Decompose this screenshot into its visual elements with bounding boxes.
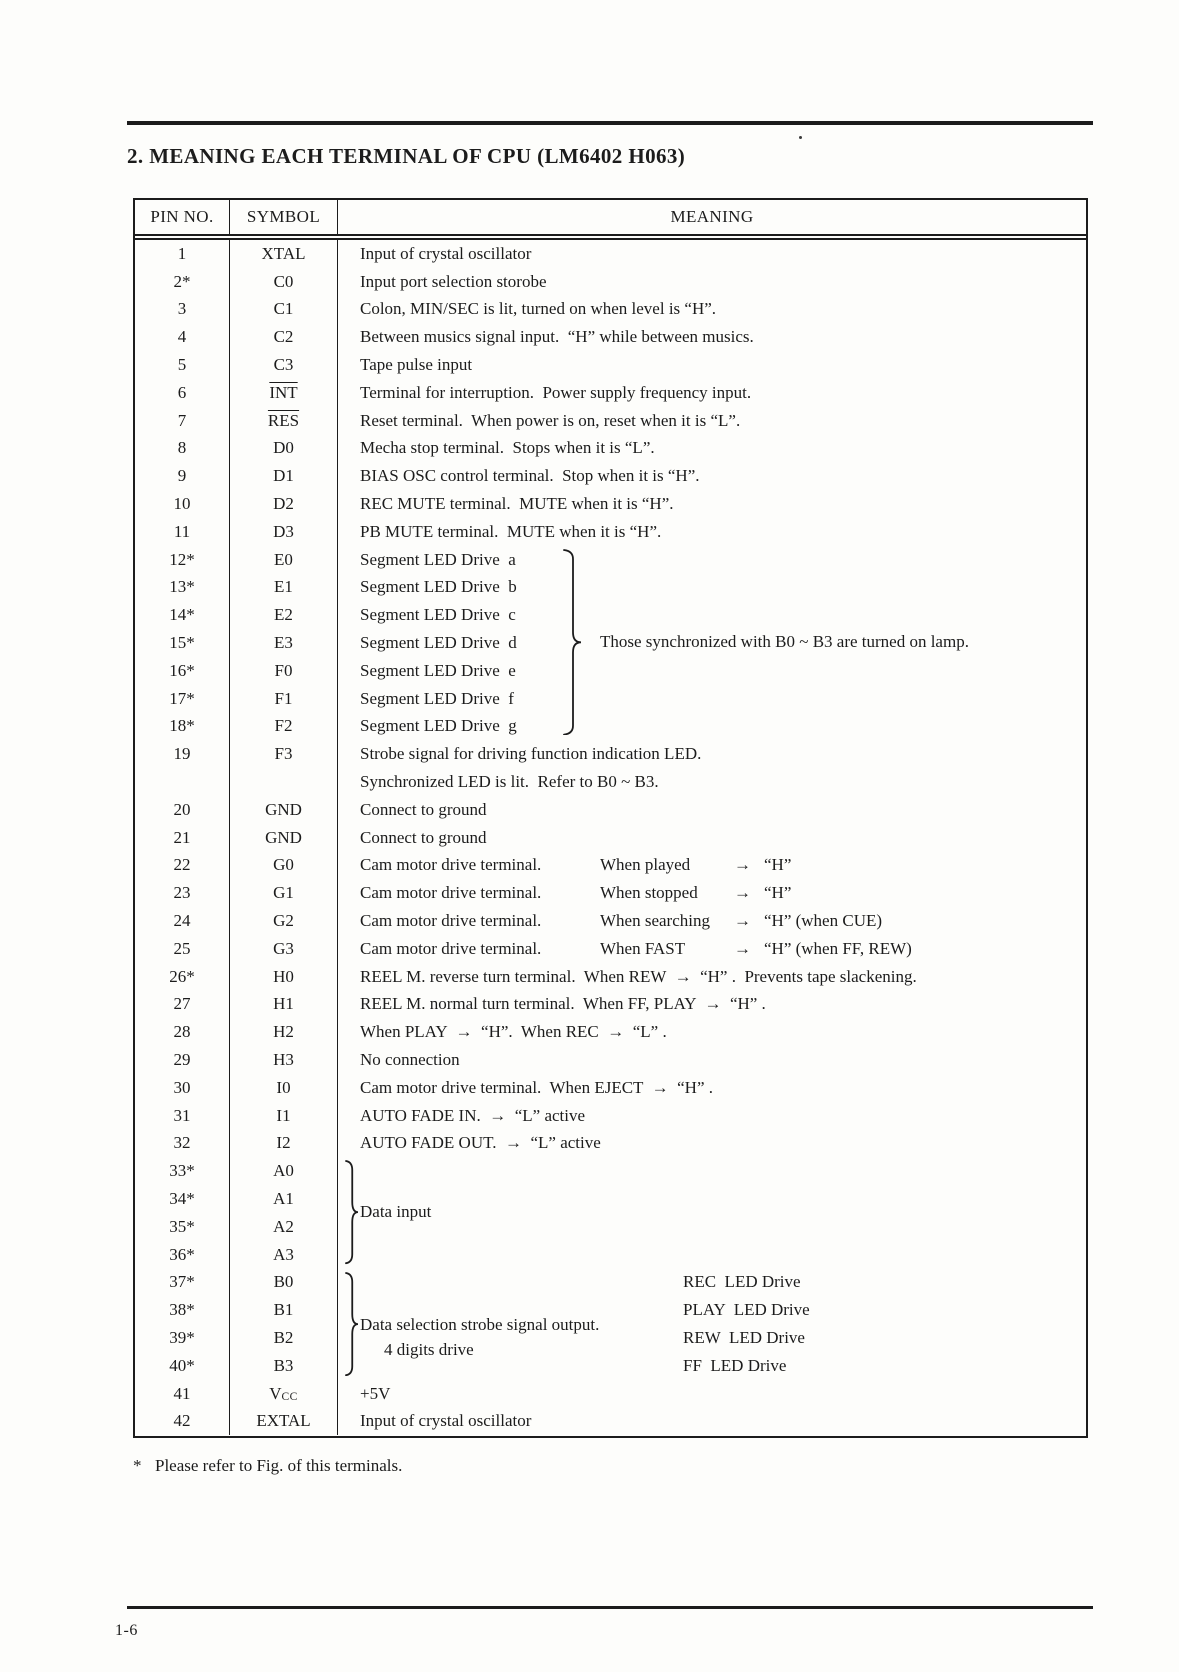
pin-symbol-cell: G0 xyxy=(230,852,338,880)
table-row xyxy=(135,601,1086,629)
pin-symbol-cell: B2 xyxy=(230,1324,338,1352)
pin-symbol-cell: F3 xyxy=(230,740,338,768)
led-drive-label: REC LED Drive xyxy=(683,1272,801,1292)
meaning-text: AUTO FADE OUT. → “L” active xyxy=(360,1133,601,1153)
meaning-text: Reset terminal. When power is on, reset when it is “L”. xyxy=(360,410,741,430)
meaning-cell xyxy=(338,268,1086,296)
table-row xyxy=(135,879,1086,907)
pin-number-cell: 41 xyxy=(135,1380,230,1408)
pin-symbol-cell: H2 xyxy=(230,1018,338,1046)
pin-terminal-table xyxy=(133,198,1088,1438)
pin-symbol-cell: I0 xyxy=(230,1074,338,1102)
table-body xyxy=(135,240,1086,1436)
meaning-cell xyxy=(338,1380,1086,1408)
table-header-row xyxy=(135,200,1086,240)
pin-number-cell: 19 xyxy=(135,740,230,768)
meaning-cell xyxy=(338,1130,1086,1158)
meaning-text: Mecha stop terminal. Stops when it is “L”. xyxy=(360,438,655,458)
meaning-cell xyxy=(338,296,1086,324)
pin-symbol-cell: A2 xyxy=(230,1213,338,1241)
right-arrow-glyph: → xyxy=(734,911,751,931)
pin-number-cell: 14* xyxy=(135,601,230,629)
bottom-rule xyxy=(127,1606,1093,1609)
meaning-text: Synchronized LED is lit. Refer to B0 ~ B3. xyxy=(360,772,659,792)
pin-symbol-cell: B0 xyxy=(230,1268,338,1296)
pin-symbol-cell: H0 xyxy=(230,963,338,991)
table-row xyxy=(135,1157,1086,1185)
meaning-cell xyxy=(338,740,1086,768)
cam-condition-text: When stopped xyxy=(600,883,698,903)
symbol-subscript: CC xyxy=(281,1391,298,1404)
meaning-text: Tape pulse input xyxy=(360,355,473,375)
table-row xyxy=(135,1380,1086,1408)
table-row xyxy=(135,435,1086,463)
pin-number-cell: 37* xyxy=(135,1268,230,1296)
pin-symbol-cell: G1 xyxy=(230,879,338,907)
cam-result-text: “H” xyxy=(764,855,792,875)
meaning-cell xyxy=(338,1018,1086,1046)
table-row xyxy=(135,379,1086,407)
pin-number-cell: 8 xyxy=(135,435,230,463)
right-arrow-glyph: → xyxy=(734,855,751,875)
table-row xyxy=(135,490,1086,518)
pin-symbol-cell: C2 xyxy=(230,323,338,351)
pin-symbol-cell: XTAL xyxy=(230,240,338,268)
cam-condition-text: When searching xyxy=(600,911,710,931)
table-row xyxy=(135,268,1086,296)
meaning-cell xyxy=(338,879,1086,907)
pin-number-cell: 23 xyxy=(135,879,230,907)
meaning-cell xyxy=(338,1185,1086,1213)
meaning-text: +5V xyxy=(360,1383,391,1403)
table-row xyxy=(135,685,1086,713)
pin-number-cell: 1 xyxy=(135,240,230,268)
meaning-text: Input port selection storobe xyxy=(360,271,547,291)
meaning-cell xyxy=(338,963,1086,991)
pin-symbol-cell: GND xyxy=(230,824,338,852)
column-header-symbol: SYMBOL xyxy=(230,200,338,234)
meaning-cell xyxy=(338,351,1086,379)
pin-symbol-cell: G3 xyxy=(230,935,338,963)
table-row xyxy=(135,713,1086,741)
meaning-text: Segment LED Drive e xyxy=(360,660,516,680)
pin-number-cell: 32 xyxy=(135,1130,230,1158)
meaning-text: Segment LED Drive c xyxy=(360,605,516,625)
pin-number-cell: 11 xyxy=(135,518,230,546)
cam-condition-text: When FAST xyxy=(600,938,686,958)
table-row xyxy=(135,991,1086,1019)
footnote-asterisk: * xyxy=(133,1456,142,1475)
led-drive-label: REW LED Drive xyxy=(683,1327,805,1347)
page-title: 2. MEANING EACH TERMINAL OF CPU (LM6402 H063) xyxy=(127,144,686,168)
pin-symbol-cell: F2 xyxy=(230,713,338,741)
meaning-text: AUTO FADE IN. → “L” active xyxy=(360,1105,586,1125)
pin-symbol-cell: D0 xyxy=(230,435,338,463)
meaning-cell xyxy=(338,768,1086,796)
meaning-cell xyxy=(338,546,1086,574)
meaning-text: Input of crystal oscillator xyxy=(360,243,532,263)
meaning-cell xyxy=(338,1407,1086,1435)
pin-symbol-cell: EXTAL xyxy=(230,1407,338,1435)
pin-number-cell: 4 xyxy=(135,323,230,351)
cam-result-text: “H” (when CUE) xyxy=(764,911,883,931)
pin-number-cell: 15* xyxy=(135,629,230,657)
meaning-cell xyxy=(338,601,1086,629)
meaning-cell xyxy=(338,1074,1086,1102)
pin-number-cell: 29 xyxy=(135,1046,230,1074)
meaning-text: Connect to ground xyxy=(360,799,487,819)
meaning-text: Connect to ground xyxy=(360,827,487,847)
cam-meaning-text: Cam motor drive terminal. xyxy=(360,855,542,875)
table-row xyxy=(135,740,1086,768)
table-row xyxy=(135,1352,1086,1380)
data-selection-line1: Data selection strobe signal output. xyxy=(360,1315,600,1335)
meaning-cell xyxy=(338,1046,1086,1074)
pin-number-cell: 42 xyxy=(135,1407,230,1435)
page-number: 1-6 xyxy=(115,1622,138,1639)
cam-meaning-text: Cam motor drive terminal. xyxy=(360,883,542,903)
pin-symbol-cell: E0 xyxy=(230,546,338,574)
meaning-text: Strobe signal for driving function indication LED. xyxy=(360,744,702,764)
cam-condition-text: When played xyxy=(600,855,691,875)
meaning-text: Between musics signal input. “H” while between musics. xyxy=(360,327,754,347)
meaning-cell xyxy=(338,991,1086,1019)
pin-number-cell: 31 xyxy=(135,1102,230,1130)
pin-symbol-cell: B1 xyxy=(230,1296,338,1324)
column-header-pin-no: PIN NO. xyxy=(135,200,230,234)
meaning-text: Segment LED Drive f xyxy=(360,688,514,708)
pin-symbol-cell: D3 xyxy=(230,518,338,546)
meaning-text: Segment LED Drive b xyxy=(360,577,517,597)
pin-symbol-cell: C0 xyxy=(230,268,338,296)
meaning-cell xyxy=(338,490,1086,518)
table-row xyxy=(135,657,1086,685)
curly-brace xyxy=(344,1272,359,1376)
pin-number-cell: 39* xyxy=(135,1324,230,1352)
pin-number-cell: 36* xyxy=(135,1241,230,1269)
pin-symbol-cell xyxy=(230,768,338,796)
pin-number-cell: 21 xyxy=(135,824,230,852)
pin-number-cell: 16* xyxy=(135,657,230,685)
meaning-cell xyxy=(338,323,1086,351)
table-row xyxy=(135,852,1086,880)
meaning-cell xyxy=(338,1213,1086,1241)
pin-symbol-cell: H3 xyxy=(230,1046,338,1074)
pin-symbol-cell xyxy=(230,379,338,407)
top-rule xyxy=(127,121,1093,125)
pin-number-cell: 5 xyxy=(135,351,230,379)
pin-number-cell: 20 xyxy=(135,796,230,824)
footnote xyxy=(133,1456,402,1476)
pin-symbol-cell: A0 xyxy=(230,1157,338,1185)
pin-number-cell: 22 xyxy=(135,852,230,880)
scan-speck xyxy=(799,136,802,139)
data-selection-line2: 4 digits drive xyxy=(384,1340,474,1360)
meaning-text: Colon, MIN/SEC is lit, turned on when level is “H”. xyxy=(360,299,717,319)
segment-group-annotation: Those synchronized with B0 ~ B3 are turned on lamp. xyxy=(600,632,969,652)
meaning-cell xyxy=(338,685,1086,713)
led-drive-label: PLAY LED Drive xyxy=(683,1300,810,1320)
column-header-meaning: MEANING xyxy=(670,207,754,226)
meaning-text: PB MUTE terminal. MUTE when it is “H”. xyxy=(360,521,662,541)
meaning-cell xyxy=(338,796,1086,824)
table-row xyxy=(135,1018,1086,1046)
led-drive-label: FF LED Drive xyxy=(683,1355,787,1375)
pin-symbol-cell: E3 xyxy=(230,629,338,657)
table-row xyxy=(135,1296,1086,1324)
table-row xyxy=(135,1074,1086,1102)
meaning-text: Segment LED Drive d xyxy=(360,633,517,653)
pin-number-cell: 13* xyxy=(135,574,230,602)
pin-number-cell: 28 xyxy=(135,1018,230,1046)
pin-number-cell: 6 xyxy=(135,379,230,407)
meaning-cell xyxy=(338,1102,1086,1130)
symbol-main: V xyxy=(269,1383,282,1403)
meaning-cell xyxy=(338,824,1086,852)
table-row xyxy=(135,963,1086,991)
meaning-cell xyxy=(338,462,1086,490)
table-row xyxy=(135,796,1086,824)
table-row xyxy=(135,240,1086,268)
footnote-text: Please refer to Fig. of this terminals. xyxy=(155,1456,403,1475)
pin-number-cell: 40* xyxy=(135,1352,230,1380)
table-row xyxy=(135,935,1086,963)
meaning-cell xyxy=(338,713,1086,741)
data-selection-group-label xyxy=(360,1312,599,1362)
pin-number-cell: 38* xyxy=(135,1296,230,1324)
meaning-text: Input of crystal oscillator xyxy=(360,1411,532,1431)
pin-symbol-cell: A3 xyxy=(230,1241,338,1269)
pin-number-cell: 25 xyxy=(135,935,230,963)
pin-number-cell: 24 xyxy=(135,907,230,935)
meaning-cell xyxy=(338,435,1086,463)
meaning-cell xyxy=(338,379,1086,407)
table-row xyxy=(135,407,1086,435)
meaning-text: REEL M. reverse turn terminal. When REW → “H” . Prevents tape slackening. xyxy=(360,966,917,986)
pin-symbol-cell xyxy=(230,1380,338,1408)
table-row xyxy=(135,1241,1086,1269)
table-row xyxy=(135,1324,1086,1352)
right-arrow-glyph: → xyxy=(734,938,751,958)
pin-number-cell: 12* xyxy=(135,546,230,574)
pin-symbol-cell: I2 xyxy=(230,1130,338,1158)
cam-meaning-text: Cam motor drive terminal. xyxy=(360,938,542,958)
cam-result-text: “H” (when FF, REW) xyxy=(764,938,912,958)
pin-symbol-cell: C1 xyxy=(230,296,338,324)
data-input-group-label: Data input xyxy=(360,1202,432,1221)
pin-number-cell: 34* xyxy=(135,1185,230,1213)
overlined-symbol: $\overline{RES}$ xyxy=(267,410,300,430)
pin-number-cell: 10 xyxy=(135,490,230,518)
table-row xyxy=(135,323,1086,351)
right-arrow-glyph: → xyxy=(734,883,751,903)
pin-number-cell xyxy=(135,768,230,796)
table-row xyxy=(135,1185,1086,1213)
meaning-cell xyxy=(338,407,1086,435)
table-row xyxy=(135,351,1086,379)
pin-symbol-cell: D2 xyxy=(230,490,338,518)
table-row xyxy=(135,907,1086,935)
pin-symbol-cell: B3 xyxy=(230,1352,338,1380)
meaning-text: Segment LED Drive a xyxy=(360,549,516,569)
meaning-cell xyxy=(338,240,1086,268)
meaning-text: No connection xyxy=(360,1050,460,1069)
meaning-cell xyxy=(338,657,1086,685)
meaning-cell xyxy=(338,574,1086,602)
table-row xyxy=(135,518,1086,546)
pin-symbol-cell: D1 xyxy=(230,462,338,490)
pin-symbol-cell: F0 xyxy=(230,657,338,685)
pin-number-cell: 33* xyxy=(135,1157,230,1185)
pin-number-cell: 27 xyxy=(135,991,230,1019)
meaning-text: REC MUTE terminal. MUTE when it is “H”. xyxy=(360,494,674,514)
meaning-cell xyxy=(338,1268,1086,1296)
table-row xyxy=(135,1213,1086,1241)
meaning-text: BIAS OSC control terminal. Stop when it is “H”. xyxy=(360,466,700,486)
pin-symbol-cell: I1 xyxy=(230,1102,338,1130)
meaning-text: Segment LED Drive g xyxy=(360,716,517,736)
pin-symbol-cell: E1 xyxy=(230,574,338,602)
cam-result-text: “H” xyxy=(764,883,792,903)
pin-number-cell: 9 xyxy=(135,462,230,490)
table-row xyxy=(135,824,1086,852)
curly-brace xyxy=(562,549,582,736)
meaning-cell xyxy=(338,852,1086,880)
table-row xyxy=(135,1407,1086,1435)
pin-symbol-cell: H1 xyxy=(230,991,338,1019)
pin-number-cell: 17* xyxy=(135,685,230,713)
table-row xyxy=(135,296,1086,324)
meaning-cell xyxy=(338,518,1086,546)
meaning-cell xyxy=(338,907,1086,935)
pin-number-cell: 35* xyxy=(135,1213,230,1241)
table-row xyxy=(135,1046,1086,1074)
pin-symbol-cell: A1 xyxy=(230,1185,338,1213)
pin-symbol-cell xyxy=(230,407,338,435)
pin-number-cell: 7 xyxy=(135,407,230,435)
pin-number-cell: 30 xyxy=(135,1074,230,1102)
meaning-text: REEL M. normal turn terminal. When FF, PLAY → “H” . xyxy=(360,994,766,1014)
pin-symbol-cell: GND xyxy=(230,796,338,824)
meaning-cell xyxy=(338,935,1086,963)
meaning-cell xyxy=(338,1157,1086,1185)
curly-brace xyxy=(344,1160,359,1264)
meaning-text: Cam motor drive terminal. When EJECT → “H” . xyxy=(360,1077,713,1097)
table-row xyxy=(135,574,1086,602)
pin-symbol-cell: E2 xyxy=(230,601,338,629)
table-row xyxy=(135,546,1086,574)
pin-number-cell: 3 xyxy=(135,296,230,324)
pin-number-cell: 26* xyxy=(135,963,230,991)
table-row xyxy=(135,462,1086,490)
meaning-text: Terminal for interruption. Power supply frequency input. xyxy=(360,382,752,402)
pin-number-cell: 2* xyxy=(135,268,230,296)
table-row xyxy=(135,1130,1086,1158)
meaning-cell xyxy=(338,1241,1086,1269)
pin-symbol-cell: F1 xyxy=(230,685,338,713)
overlined-symbol: $\overline{INT}$ xyxy=(269,382,298,402)
pin-number-cell: 18* xyxy=(135,713,230,741)
pin-symbol-cell: C3 xyxy=(230,351,338,379)
table-row xyxy=(135,1268,1086,1296)
cam-meaning-text: Cam motor drive terminal. xyxy=(360,911,542,931)
table-row-continuation xyxy=(135,768,1086,796)
pin-symbol-cell: G2 xyxy=(230,907,338,935)
meaning-text: When PLAY → “H”. When REC → “L” . xyxy=(360,1022,667,1042)
table-row xyxy=(135,1102,1086,1130)
